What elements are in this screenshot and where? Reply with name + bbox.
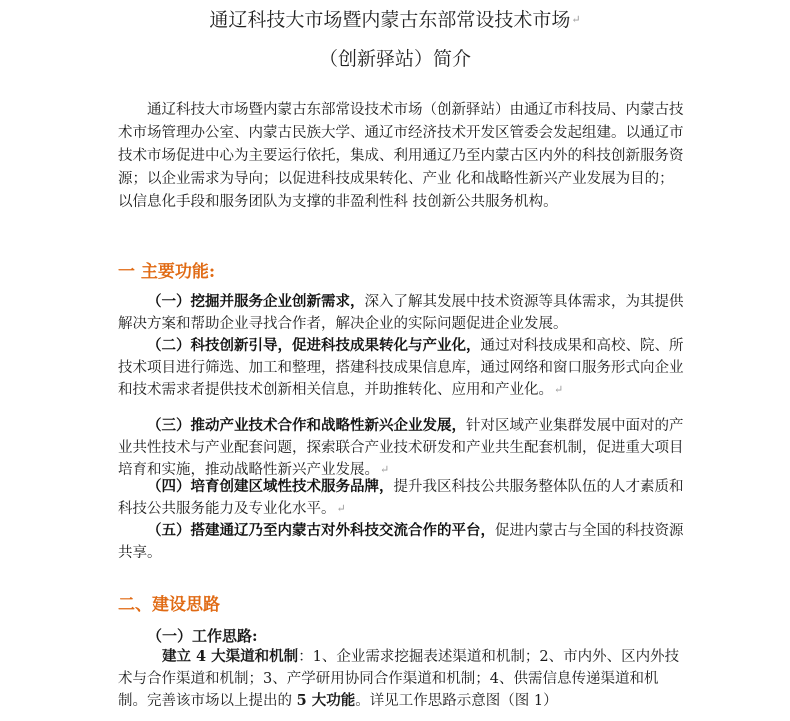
function-item-lead: （一）挖掘并服务企业创新需求， xyxy=(147,293,365,310)
paragraph-mark-icon: ↵ xyxy=(380,463,390,476)
function-item-lead: （二）科技创新引导，促进科技成果转化与产业化， xyxy=(147,337,481,354)
function-item-text: 通过对科技成果和高校、院、所技术项目进行筛选、加工和整理，搭建科技成果信息库，通过网络和窗口服务形式向企业和技术需求者提供技术创新相关信息，并助推转化、应用和产业化。 xyxy=(118,338,684,398)
document-title-line2: （创新驿站）简介 xyxy=(318,48,471,70)
section-heading-main-functions: 一 主要功能: xyxy=(118,262,216,282)
function-item-text: 提升我区科技公共服务整体队伍的人才素质和科技公共服务能力及专业化水平。 xyxy=(118,479,684,517)
function-item-1 xyxy=(118,291,686,335)
paragraph-mark-icon: ↵ xyxy=(571,13,581,26)
bold-run: 5 大功能 xyxy=(296,692,356,709)
intro-paragraph: 通辽科技大市场暨内蒙古东部常设技术市场（创新驿站）由通辽市科技局、内蒙古技术市场管理办公室、内蒙古民族大学、通辽市经济技术开发区管委会发起组建。以通辽市技术市场促进中心为主要运行依托，集成、利用通辽乃至内蒙古区内外的科技创新服务资源；以企业需求为导向；以促进科技成果转化、产业 化和战略性新兴产业发展为目的；以信息化手段和服务团队为支撑的非盈利性科 技创新公共服务机构。 xyxy=(118,102,684,210)
document-title-line1: 通辽科技大市场暨内蒙古东部常设技术市场↵ xyxy=(209,9,581,31)
function-item-4 xyxy=(118,476,686,520)
function-item-3 xyxy=(118,415,686,481)
function-item-text: 针对区域产业集群发展中面对的产业共性技术与产业配套问题，探索联合产业技术研发和产业共生配套机制，促进重大项目培育和实施，推动战略性新兴产业发展。 xyxy=(118,418,684,478)
function-item-5 xyxy=(118,520,686,564)
text-run: 。详见工作思路示意图（图 1） xyxy=(355,693,558,709)
bold-run: 建立 4 大渠道和机制 xyxy=(162,648,299,665)
function-item-2 xyxy=(118,335,686,401)
section-heading-construction-ideas: 二、建设思路 xyxy=(118,595,220,615)
function-item-lead: （三）推动产业技术合作和战略性新兴企业发展， xyxy=(147,417,466,434)
paragraph-mark-icon: ↵ xyxy=(336,502,346,515)
function-item-lead: （五）搭建通辽乃至内蒙古对外科技交流合作的平台， xyxy=(147,522,495,539)
function-item-text: 促进内蒙古与全国的科技资源共享。 xyxy=(118,523,684,561)
function-item-text: 深入了解其发展中技术资源等具体需求，为其提供解决方案和帮助企业寻找合作者，解决企业的实际问题促进企业发展。 xyxy=(118,294,684,332)
subheading-work-ideas: （一）工作思路: xyxy=(147,627,258,645)
text-run: ：1、企业需求挖掘表述渠道和机制；2、市内外、区内外技术与合作渠道和机制；3、产学研用协同合作渠道和机制；4、供需信息传递渠道和机制。完善该市场以上提出的 xyxy=(118,649,680,709)
work-ideas-paragraph xyxy=(118,646,686,712)
paragraph-mark-icon: ↵ xyxy=(554,383,564,396)
function-item-lead: （四）培育创建区域性技术服务品牌， xyxy=(147,478,394,495)
